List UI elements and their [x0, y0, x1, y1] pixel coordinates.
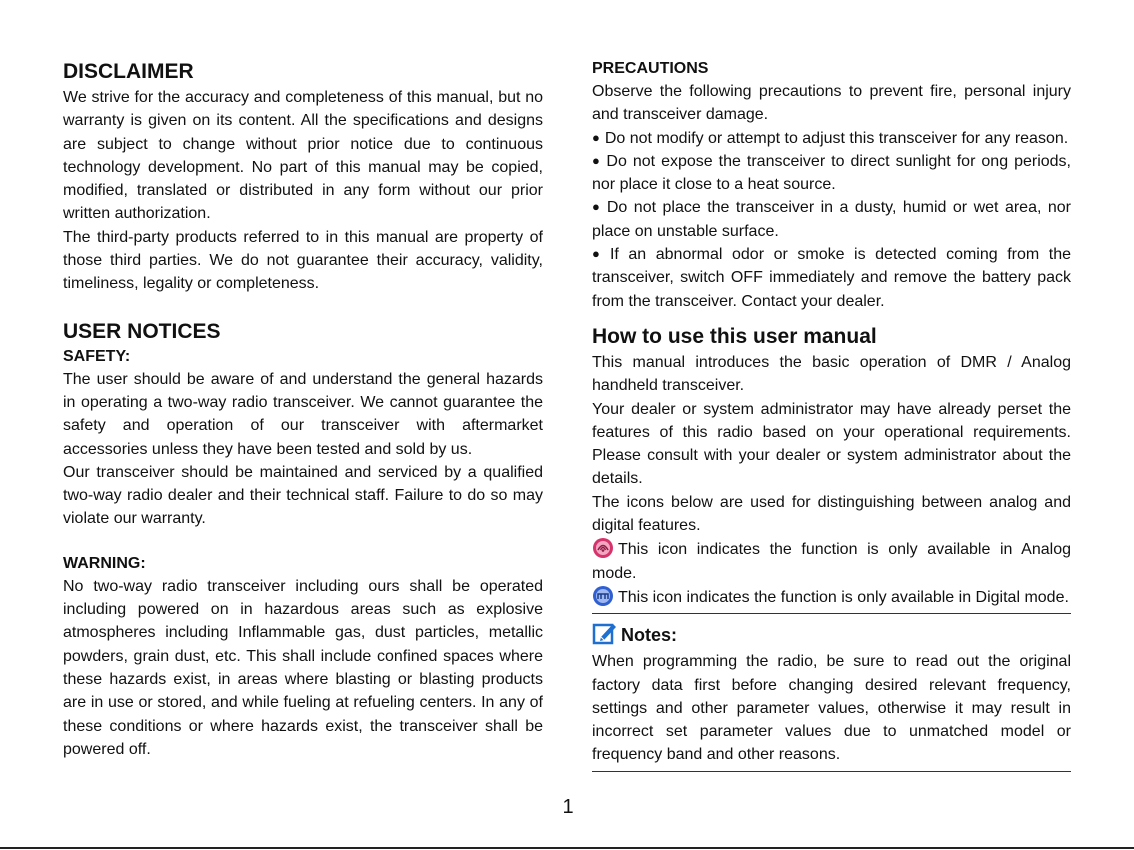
right-column: [592, 58, 1071, 778]
warning-paragraph: No two-way radio transceiver including ours shall be operated including powered on in hazardous areas such as explosive atmospheres including Inflammable gas, dust particles, metallic powders, grain dust, etc. This shall include confined spaces where these hazards exist, in areas where blasting or blasting products are in use or stored, and while fueling at refueling centers. In any of these conditions or where hazards exist, the transceiver shall be powered off.: [63, 577, 543, 758]
precaution-item: [592, 243, 1071, 313]
digital-icon-text: This icon indicates the function is only available in Digital mode.: [618, 588, 1069, 606]
disclaimer-heading: DISCLAIMER: [63, 60, 194, 83]
bullet-icon: ●: [592, 152, 602, 168]
warning-heading: WARNING:: [63, 554, 146, 572]
notes-heading: Notes:: [621, 624, 678, 645]
digital-icon-line: [592, 585, 1071, 609]
edit-note-icon: [592, 620, 618, 651]
page-bottom-rule: [0, 847, 1134, 849]
left-column: [63, 58, 543, 761]
spacer: [63, 296, 543, 318]
precaution-text: If an abnormal odor or smoke is detected coming from the transceiver, switch OFF immediately and remove the battery pack from the transceiver. Contact your dealer.: [592, 246, 1071, 310]
howto-paragraph-3: The icons below are used for distinguishing between analog and digital features.: [592, 493, 1071, 535]
divider: [592, 771, 1071, 772]
howto-paragraph-2: Your dealer or system administrator may have already perset the features of this radio based on your operational requirements. Please consult with your dealer or system administrator about the details.: [592, 400, 1071, 488]
bullet-icon: ●: [592, 129, 600, 145]
disclaimer-paragraph-1: We strive for the accuracy and completeness of this manual, but no warranty is given on its content. All the specifications and designs are subject to change without prior notice due to continuous technology development. No part of this manual may be copied, modified, translated or distributed in any form without our prior written authorization.: [63, 89, 543, 223]
precaution-text: Do not expose the transceiver to direct sunlight for ong periods, nor place it close to a heat source.: [592, 152, 1072, 194]
safety-paragraph-1: The user should be aware of and understand the general hazards in operating a two-way radio transceiver. We cannot guarantee the safety and operation of our transceiver with aftermarket accessories unless they have been tested and sold by us.: [63, 370, 543, 458]
precaution-item: [592, 127, 1071, 150]
safety-paragraph-2: Our transceiver should be maintained and serviced by a qualified two-way radio dealer and their technical staff. Failure to do so may violate our warranty.: [63, 463, 543, 528]
analog-icon-line: [592, 537, 1071, 585]
analog-icon-text: This icon indicates the function is only available in Analog mode.: [592, 541, 1071, 582]
bullet-icon: ●: [592, 246, 605, 262]
precaution-text: Do not place the transceiver in a dusty, humid or wet area, nor place on unstable surface.: [592, 199, 1071, 240]
disclaimer-paragraph-2: The third-party products referred to in this manual are property of those third parties. We do not guarantee their accuracy, validity, timeliness, legality or completeness.: [63, 228, 543, 293]
bullet-icon: ●: [592, 199, 602, 215]
spacer: [63, 531, 543, 553]
notes-paragraph: When programming the radio, be sure to read out the original factory data first before changing desired relevant frequency, settings and other parameter values, otherwise it may result in incorrect set parameter values due to unmatched model or frequency band and other reasons.: [592, 653, 1071, 764]
page-number: 1: [562, 796, 574, 818]
notes-header: [592, 620, 1071, 650]
precaution-text: Do not modify or attempt to adjust this transceiver for any reason.: [604, 129, 1069, 147]
user-notices-heading: USER NOTICES: [63, 319, 221, 343]
howto-heading: How to use this user manual: [592, 324, 877, 348]
precautions-heading: PRECAUTIONS: [592, 60, 709, 77]
precautions-intro: Observe the following precautions to prevent fire, personal injury and transceiver damage.: [592, 83, 1071, 124]
howto-paragraph-1: This manual introduces the basic operation of DMR / Analog handheld transceiver.: [592, 353, 1071, 395]
digital-mode-icon: [592, 585, 614, 607]
precaution-item: [592, 196, 1071, 243]
precaution-item: [592, 150, 1071, 197]
safety-heading: SAFETY:: [63, 347, 131, 365]
analog-mode-icon: [592, 537, 614, 559]
divider: [592, 613, 1071, 614]
spacer: [592, 313, 1071, 323]
